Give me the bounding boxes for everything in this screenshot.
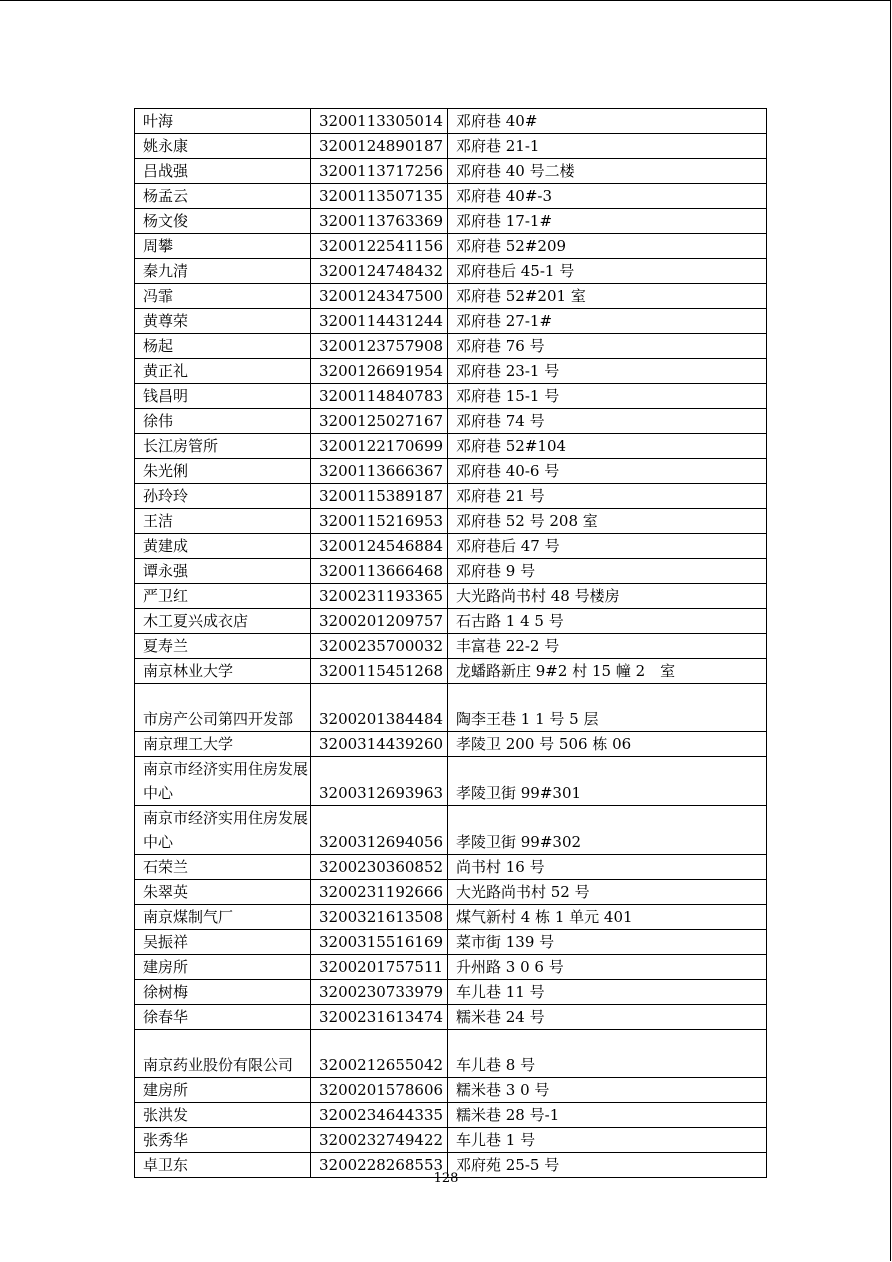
- table-row: [135, 209, 767, 234]
- table-row: [135, 1030, 767, 1078]
- table-row: [135, 634, 767, 659]
- table-row: [135, 584, 767, 609]
- name-cell: 石荣兰: [135, 855, 311, 880]
- name-cell: 长江房管所: [135, 434, 311, 459]
- address-cell: 邓府巷 74 号: [448, 409, 767, 434]
- name-cell: 秦九清: [135, 259, 311, 284]
- table-row: [135, 659, 767, 684]
- name-cell: 徐春华: [135, 1005, 311, 1030]
- address-cell: 车儿巷 11 号: [448, 980, 767, 1005]
- table-row: [135, 955, 767, 980]
- account-cell: 3200321613508: [311, 905, 448, 930]
- address-cell: 车儿巷 1 号: [448, 1128, 767, 1153]
- account-cell: 3200201757511: [311, 955, 448, 980]
- address-cell: 孝陵卫 200 号 506 栋 06: [448, 732, 767, 757]
- account-cell: 3200113305014: [311, 109, 448, 134]
- address-cell: 邓府巷 21-1: [448, 134, 767, 159]
- table-row: [135, 259, 767, 284]
- name-cell: 张洪发: [135, 1103, 311, 1128]
- address-cell: 孝陵卫街 99#301: [448, 757, 767, 806]
- name-cell: 徐树梅: [135, 980, 311, 1005]
- account-cell: 3200230733979: [311, 980, 448, 1005]
- address-cell: 邓府巷 40#-3: [448, 184, 767, 209]
- table-row: [135, 880, 767, 905]
- account-cell: 3200312694056: [311, 806, 448, 855]
- address-cell: 邓府巷 40 号二楼: [448, 159, 767, 184]
- table-row: [135, 359, 767, 384]
- name-cell: 叶海: [135, 109, 311, 134]
- address-cell: 邓府巷 52#209: [448, 234, 767, 259]
- address-cell: 邓府巷 40#: [448, 109, 767, 134]
- address-cell: 邓府苑 25-5 号: [448, 1153, 767, 1178]
- account-cell: 3200312693963: [311, 757, 448, 806]
- table-row: [135, 434, 767, 459]
- account-cell: 3200126691954: [311, 359, 448, 384]
- records-table-body: [135, 109, 767, 1178]
- name-cell: 南京药业股份有限公司: [135, 1030, 311, 1078]
- account-cell: 3200234644335: [311, 1103, 448, 1128]
- address-cell: 糯米巷 24 号: [448, 1005, 767, 1030]
- name-cell: 谭永强: [135, 559, 311, 584]
- account-cell: 3200201384484: [311, 684, 448, 732]
- account-cell: 3200231192666: [311, 880, 448, 905]
- account-cell: 3200124347500: [311, 284, 448, 309]
- table-row: [135, 459, 767, 484]
- name-cell: 南京煤制气厂: [135, 905, 311, 930]
- name-cell: 吴振祥: [135, 930, 311, 955]
- account-cell: 3200315516169: [311, 930, 448, 955]
- address-cell: 糯米巷 3 0 号: [448, 1078, 767, 1103]
- table-row: [135, 184, 767, 209]
- page-number: 128: [433, 1171, 459, 1186]
- address-cell: 大光路尚书村 48 号楼房: [448, 584, 767, 609]
- address-cell: 邓府巷后 47 号: [448, 534, 767, 559]
- address-cell: 菜市街 139 号: [448, 930, 767, 955]
- table-row: [135, 384, 767, 409]
- address-cell: 邓府巷 27-1#: [448, 309, 767, 334]
- name-cell: 南京理工大学: [135, 732, 311, 757]
- account-cell: 3200201578606: [311, 1078, 448, 1103]
- table-row: [135, 684, 767, 732]
- account-cell: 3200124546884: [311, 534, 448, 559]
- name-cell: 徐伟: [135, 409, 311, 434]
- account-cell: 3200124748432: [311, 259, 448, 284]
- name-cell: 姚永康: [135, 134, 311, 159]
- table-row: [135, 1005, 767, 1030]
- account-cell: 3200115389187: [311, 484, 448, 509]
- name-cell: 张秀华: [135, 1128, 311, 1153]
- account-cell: 3200232749422: [311, 1128, 448, 1153]
- account-cell: 3200124890187: [311, 134, 448, 159]
- account-cell: 3200114431244: [311, 309, 448, 334]
- table-row: [135, 334, 767, 359]
- account-cell: 3200115451268: [311, 659, 448, 684]
- name-cell: 市房产公司第四开发部: [135, 684, 311, 732]
- table-row: [135, 905, 767, 930]
- name-cell: 卓卫东: [135, 1153, 311, 1178]
- account-cell: 3200115216953: [311, 509, 448, 534]
- name-cell: 吕战强: [135, 159, 311, 184]
- account-cell: 3200122541156: [311, 234, 448, 259]
- address-cell: 升州路 3 0 6 号: [448, 955, 767, 980]
- table-row: [135, 509, 767, 534]
- account-cell: 3200212655042: [311, 1030, 448, 1078]
- account-cell: 3200113666367: [311, 459, 448, 484]
- address-cell: 邓府巷 40-6 号: [448, 459, 767, 484]
- address-cell: 邓府巷 76 号: [448, 334, 767, 359]
- name-cell: 王洁: [135, 509, 311, 534]
- table-row: [135, 855, 767, 880]
- address-cell: 邓府巷 52 号 208 室: [448, 509, 767, 534]
- address-cell: 糯米巷 28 号-1: [448, 1103, 767, 1128]
- name-cell: 杨孟云: [135, 184, 311, 209]
- name-cell: 杨起: [135, 334, 311, 359]
- account-cell: 3200123757908: [311, 334, 448, 359]
- table-row: [135, 159, 767, 184]
- name-cell: 周攀: [135, 234, 311, 259]
- table-row: [135, 534, 767, 559]
- account-cell: 3200228268553: [311, 1153, 448, 1178]
- name-cell: 南京市经济实用住房发展中心: [135, 806, 311, 855]
- table-row: [135, 757, 767, 806]
- table-row: [135, 609, 767, 634]
- account-cell: 3200113666468: [311, 559, 448, 584]
- name-cell: 木工夏兴成衣店: [135, 609, 311, 634]
- table-row: [135, 806, 767, 855]
- name-cell: 夏寿兰: [135, 634, 311, 659]
- address-cell: 陶李王巷 1 1 号 5 层: [448, 684, 767, 732]
- name-cell: 南京林业大学: [135, 659, 311, 684]
- account-cell: 3200231613474: [311, 1005, 448, 1030]
- table-row: [135, 732, 767, 757]
- account-cell: 3200125027167: [311, 409, 448, 434]
- address-cell: 大光路尚书村 52 号: [448, 880, 767, 905]
- name-cell: 南京市经济实用住房发展中心: [135, 757, 311, 806]
- name-cell: 严卫红: [135, 584, 311, 609]
- name-cell: 朱光俐: [135, 459, 311, 484]
- account-cell: 3200201209757: [311, 609, 448, 634]
- name-cell: 孙玲玲: [135, 484, 311, 509]
- account-cell: 3200231193365: [311, 584, 448, 609]
- address-cell: 煤气新村 4 栋 1 单元 401: [448, 905, 767, 930]
- name-cell: 黄尊荣: [135, 309, 311, 334]
- table-row: [135, 1128, 767, 1153]
- account-cell: 3200113763369: [311, 209, 448, 234]
- address-cell: 邓府巷 21 号: [448, 484, 767, 509]
- address-cell: 邓府巷 52#201 室: [448, 284, 767, 309]
- name-cell: 朱翠英: [135, 880, 311, 905]
- table-row: [135, 930, 767, 955]
- records-table: [134, 108, 767, 1178]
- name-cell: 冯霏: [135, 284, 311, 309]
- table-row: [135, 134, 767, 159]
- name-cell: 杨文俊: [135, 209, 311, 234]
- table-row: [135, 1078, 767, 1103]
- table-row: [135, 309, 767, 334]
- table-row: [135, 559, 767, 584]
- address-cell: 尚书村 16 号: [448, 855, 767, 880]
- name-cell: 黄建成: [135, 534, 311, 559]
- name-cell: 黄正礼: [135, 359, 311, 384]
- name-cell: 建房所: [135, 1078, 311, 1103]
- account-cell: 3200230360852: [311, 855, 448, 880]
- table-row: [135, 1103, 767, 1128]
- account-cell: 3200113507135: [311, 184, 448, 209]
- table-row: [135, 284, 767, 309]
- table-row: [135, 980, 767, 1005]
- account-cell: 3200114840783: [311, 384, 448, 409]
- account-cell: 3200235700032: [311, 634, 448, 659]
- table-row: [135, 109, 767, 134]
- address-cell: 车儿巷 8 号: [448, 1030, 767, 1078]
- address-cell: 邓府巷 17-1#: [448, 209, 767, 234]
- table-row: [135, 409, 767, 434]
- address-cell: 龙蟠路新庄 9#2 村 15 幢 2 室: [448, 659, 767, 684]
- address-cell: 邓府巷 15-1 号: [448, 384, 767, 409]
- name-cell: 建房所: [135, 955, 311, 980]
- name-cell: 钱昌明: [135, 384, 311, 409]
- address-cell: 孝陵卫街 99#302: [448, 806, 767, 855]
- account-cell: 3200113717256: [311, 159, 448, 184]
- address-cell: 邓府巷 9 号: [448, 559, 767, 584]
- account-cell: 3200122170699: [311, 434, 448, 459]
- account-cell: 3200314439260: [311, 732, 448, 757]
- address-cell: 丰富巷 22-2 号: [448, 634, 767, 659]
- address-cell: 石古路 1 4 5 号: [448, 609, 767, 634]
- table-row: [135, 484, 767, 509]
- address-cell: 邓府巷 52#104: [448, 434, 767, 459]
- address-cell: 邓府巷后 45-1 号: [448, 259, 767, 284]
- table-row: [135, 234, 767, 259]
- address-cell: 邓府巷 23-1 号: [448, 359, 767, 384]
